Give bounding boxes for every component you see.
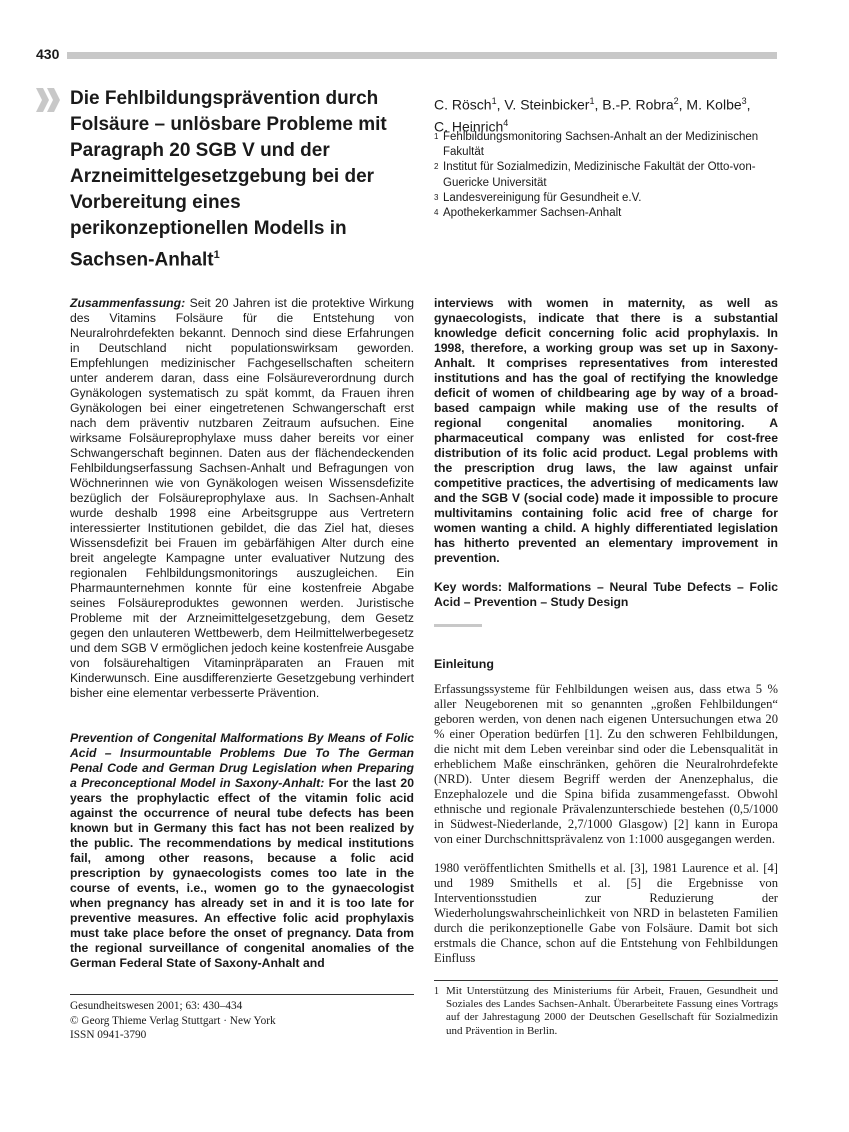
author-name: C. Heinrich — [434, 118, 504, 135]
affiliation-mark: 2 — [434, 162, 439, 172]
abstract-german-label: Zusammenfassung: — [70, 296, 186, 310]
double-chevron-icon — [36, 88, 62, 112]
affiliation-item — [434, 206, 794, 221]
abstract-english-continued: interviews with women in maternity, as well as gynaecologists, indicate that there is a substantial knowledge deficit concerning folic acid prophylaxis. In 1998, therefore, a working group was set up in Saxony-Anhalt. It comprises representatives from interested institutions and has the goal of rectifying the knowledge deficit of women of childbearing age by way of a broad-based campaign while making use of the results of regional congenital anomalies monitoring. A pharmaceutical company was enlisted for cost-free distribution of its folic acid product. Legal problems with the prescription drug laws, the law against unfair competitive practices, the advertising of medicaments law and the SGB V (social code) made it impossible to procure multivitamins containing folic acid free of charge for women wanting a child. A highly differentiated legislation has hitherto prevented an elementary improvement in prevention. — [434, 296, 778, 565]
article-title — [70, 86, 420, 273]
affiliation-item — [434, 130, 794, 160]
affiliation-text: Landesvereinigung für Gesundheit e.V. — [443, 191, 642, 204]
author-separator: , — [746, 96, 751, 113]
affiliation-item — [434, 191, 794, 206]
author-affiliation-mark: 4 — [503, 117, 509, 128]
author-affiliation-mark: 3 — [741, 96, 747, 106]
title-footnote — [434, 980, 778, 1038]
footnote-mark: 1 — [434, 986, 439, 997]
header-rule — [67, 52, 777, 59]
affiliation-text: Institut für Sozialmedizin, Medizinische Fakultät der Otto-von-Guericke Universität — [443, 161, 756, 189]
publisher-line: © Georg Thieme Verlag Stuttgart · New York — [70, 1014, 276, 1027]
abstract-english-text: For the last 20 years the prophylactic effect of the vitamin folic acid against the occurrence of neural tube defects has been known but in Germany this fact has not been realized by the public. The recommendations by medical institutions fail, among other reasons, because a folic acid prescription by gynaecologists comes too late in the course of events, i.e., women go to the gynaecologist when pregnancy has already set in and it is too late for preventive measures. An effective folic acid prophylaxis must take place before the onset of pregnancy. Data from the regional surveillance of congenital anomalies of the German Federal State of Saxony-Anhalt and — [70, 776, 414, 970]
page-number: 430 — [36, 46, 60, 62]
section-divider — [434, 624, 482, 627]
affiliation-text: Fehlbildungsmonitoring Sachsen-Anhalt an der Medizinischen Fakultät — [443, 131, 759, 159]
author-separator: , — [594, 96, 603, 113]
affiliation-mark: 1 — [434, 132, 439, 141]
affiliation-list — [434, 130, 794, 221]
author-name: B.-P. Robra — [602, 96, 674, 113]
abstract-english-label: Prevention of Congenital Malformations By Means of Folic Acid – Insurmountable Problems Due To The German Penal Code and German Drug Legislation when Preparing a Preconceptional Model in Saxony-Anhalt: — [70, 731, 414, 790]
affiliation-item — [434, 160, 794, 190]
affiliation-mark: 4 — [434, 208, 439, 218]
journal-citation: Gesundheitswesen 2001; 63: 430–434 — [70, 1000, 243, 1012]
title-footnote-mark: 1 — [213, 249, 220, 261]
author-list — [434, 92, 794, 135]
author-affiliation-mark: 2 — [673, 96, 679, 106]
author-name: V. Steinbicker — [504, 96, 590, 113]
author-separator: , — [496, 96, 505, 113]
abstract-german-text: Seit 20 Jahren ist die protektive Wirkung des Vitamins Folsäure für die Entstehung von Neuralrohrdefekten bekannt. Dennoch sind diese Erfahrungen in Deutschland nicht populationswirksam geworden. Empfehlungen medizinischer Fachgesellschaften scheitern unter anderem daran, dass eine Folsäureverordnung durch Gynäkologen systematisch zu spät kommt, da Frauen ihren Gynäkologen bei einer eingetretenen Schwangerschaft erst nach dem präventiv nutzbaren Zeitraum aufsuchen. Eine wirksame Folsäureprophylaxe muss daher bereits vor einer Schwangerschaft beginnen. Daten aus der flächendeckenden Fehlbildungserfassung Sachsen-Anhalt und Befragungen von Wöchnerinnen wie von Gynäkologen weisen Wissensdefizite bezüglich der Folsäureprophylaxe aus. In Sachsen-Anhalt wurde deshalb 1998 eine Arbeitsgruppe aus Vertretern interessierter Institutionen gebildet, die das Ziel hat, dieses Wissensdefizit bei Frauen im gebärfähigen Alter durch eine breit angelegte Kampagne unter evaluativer Nutzung des regionalen Fehlbildungsmonitorings auszugleichen. Ein Pharmaunternehmen konnte für eine kostenfreie Abgabe seines Folsäureproduktes gewonnen werden. Juristische Probleme mit der Arzneimittelgesetzgebung, dem Gesetz gegen den unlauteren Wettbewerb, dem Heilmittelwerbegesetz und dem SGB V ermöglichen jedoch keine kostenfreie Ausgabe von folsäurehaltigen Vitaminpräparaten an Frauen mit Kinderwunsch. Eine ausdifferenzierte Gesetzgebung verhindert bisher eine elementar verbesserte Prävention. — [70, 296, 414, 700]
footnote-text: Mit Unterstützung des Ministeriums für Arbeit, Frauen, Gesundheit und Soziales des Landes Sachsen-Anhalt. Überarbeitete Fassung eines Vortrags auf der Jahrestagung 2000 der Deutschen Gesellschaft für Sozialmedizin und Prävention in Berlin. — [446, 985, 778, 1037]
journal-footer — [70, 994, 414, 1043]
right-column — [434, 296, 778, 966]
keywords — [434, 580, 778, 610]
author-name: M. Kolbe — [686, 96, 742, 113]
keywords-text: Malformations – Neural Tube Defects – Folic Acid – Prevention – Study Design — [434, 580, 778, 609]
article-title-text: Die Fehlbildungsprävention durch Folsäure – unlösbare Probleme mit Paragraph 20 SGB V und der Arzneimittelgesetzgebung bei der Vorbereitung eines perikonzeptionellen Modells in Sachsen-Anhalt — [70, 88, 387, 271]
author-separator: , — [678, 96, 687, 113]
affiliation-mark: 3 — [434, 192, 439, 202]
affiliation-text: Apothekerkammer Sachsen-Anhalt — [443, 207, 622, 220]
author-name: C. Rösch — [434, 96, 492, 113]
keywords-label: Key words: — [434, 580, 503, 594]
intro-paragraph-2: 1980 veröffentlichten Smithells et al. [3], 1981 Laurence et al. [4] und 1989 Smithells et al. [5] die Ergebnisse von Interventionsstudien zur Reduzierung der Wiederholungswahrscheinlichkeit von NRD in belasteten Familien durch die perikonzeptionelle Gabe von Folsäure. Damit bot sich erstmals die Chance, schon auf die Entstehung von Fehlbildungen Einfluss — [434, 861, 778, 965]
author-affiliation-mark: 1 — [491, 96, 497, 106]
abstract-german — [70, 296, 414, 701]
section-heading-introduction: Einleitung — [434, 657, 494, 671]
author-affiliation-mark: 1 — [589, 96, 595, 106]
intro-paragraph-1: Erfassungssysteme für Fehlbildungen weisen aus, dass etwa 5 % aller Neugeborenen mit so genannten „großen Fehlbildungen“ geboren werden, von denen nach eigenen Untersuchungen etwa 20 % einer Operation bedürfen [1]. Zu den schweren Fehlbildungen, die nicht mit dem Leben vereinbar sind oder die Lebensqualität in erheblichem Maße einschränken, gehören die Neuralrohrdefekte (NRD). Unter diesem Begriff werden der Anenzephalus, die Enzephalozele und die Spina bifida zusammengefasst. Obwohl ethnische und regionale Prävalenzunterschiede bestehen (0,5/1000 in Südwest-Niederlande, 2,7/1000 Glasgow) [2] kann in Europa von einer Durchschnittsprävalenz von 1:1000 ausgegangen werden. — [434, 682, 778, 846]
abstract-english — [70, 731, 414, 971]
left-column — [70, 296, 414, 971]
issn-line: ISSN 0941-3790 — [70, 1029, 147, 1041]
